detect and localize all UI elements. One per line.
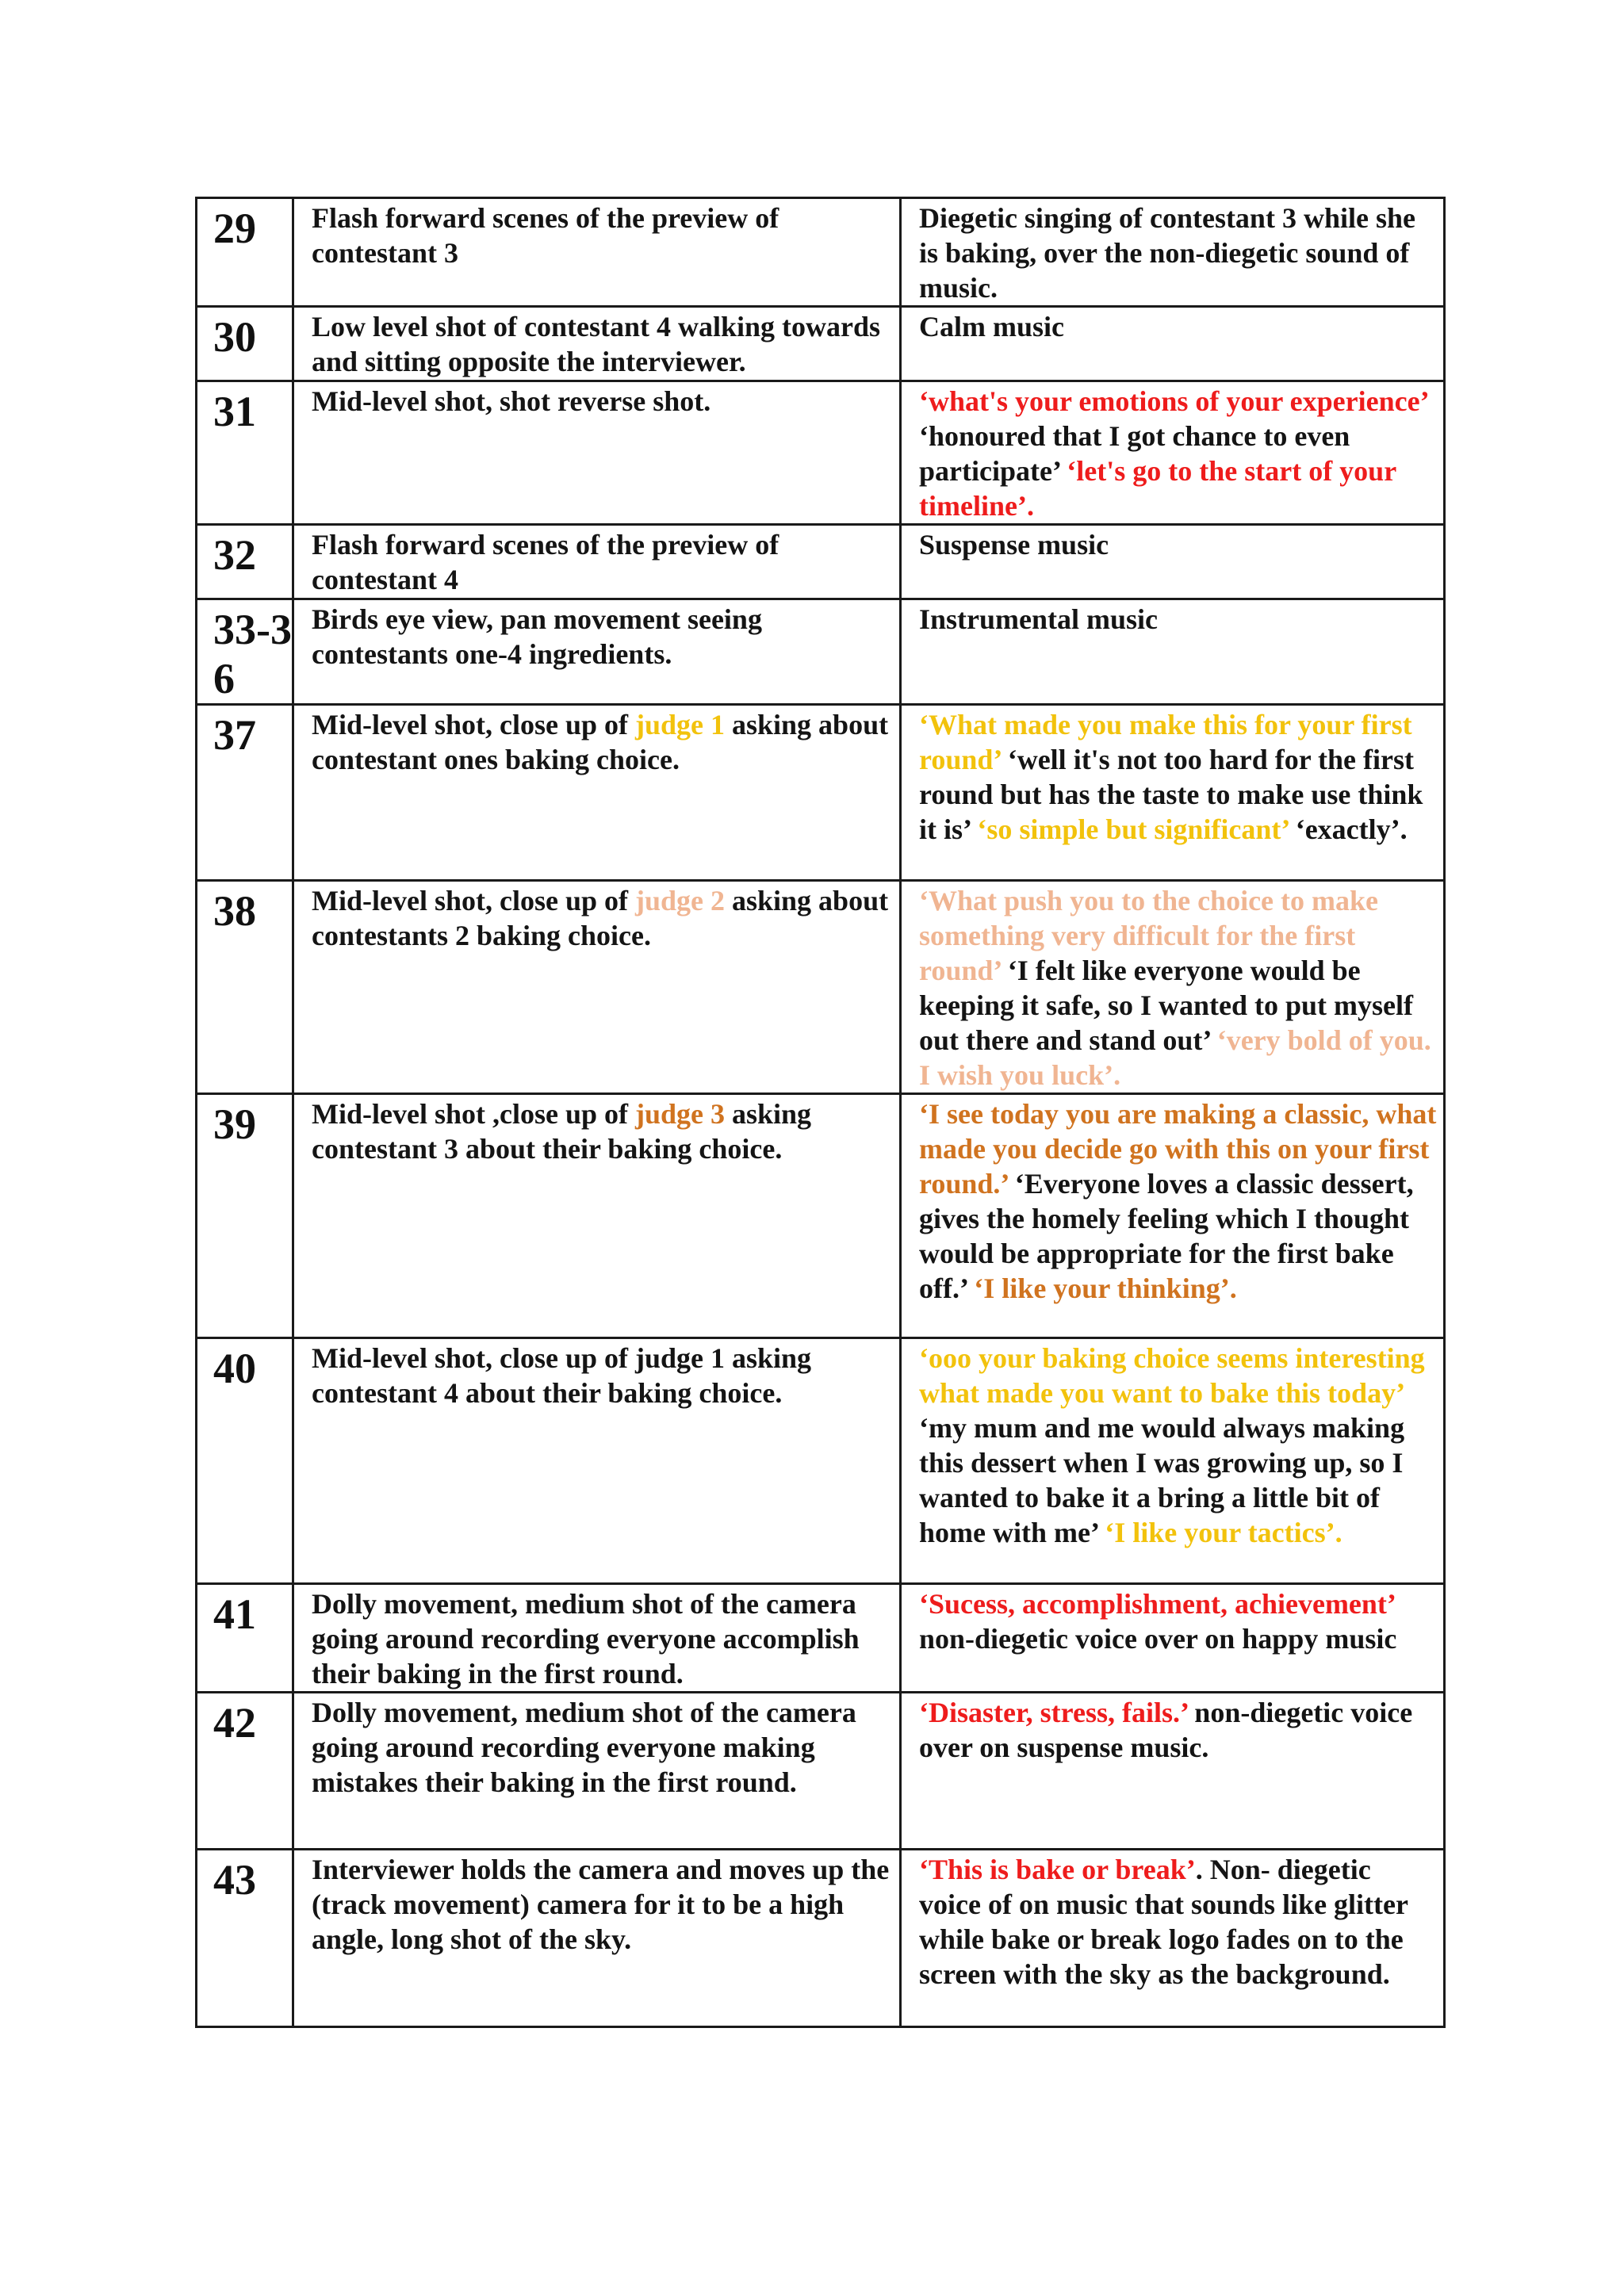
table-row	[197, 307, 1445, 381]
description-text-segment: judge 3	[634, 1098, 725, 1130]
shot-description	[293, 705, 901, 881]
sound-text-segment: ‘I like your thinking’.	[974, 1272, 1237, 1304]
table-row	[197, 198, 1445, 307]
description-text-segment: Mid-level shot, shot reverse shot.	[312, 385, 711, 417]
shot-description	[293, 198, 901, 307]
table-row	[197, 599, 1445, 705]
sound-dialogue	[901, 1584, 1445, 1693]
sound-text-segment: Instrumental music	[919, 603, 1159, 635]
sound-text-segment: ‘What made you make this for your first round’	[919, 709, 1412, 775]
description-text-segment: Mid-level shot, close up of	[312, 709, 635, 740]
shot-number: 32	[197, 525, 293, 599]
sound-text-segment: Calm music	[919, 311, 1064, 342]
table-row	[197, 1584, 1445, 1693]
sound-text-segment: ‘honoured that I got chance to even participate’	[919, 420, 1350, 487]
shot-description	[293, 525, 901, 599]
table-row	[197, 381, 1445, 525]
shot-description	[293, 307, 901, 381]
shot-number: 42	[197, 1693, 293, 1850]
table-row	[197, 525, 1445, 599]
sound-dialogue	[901, 705, 1445, 881]
shot-list-table	[195, 197, 1446, 2028]
shot-number: 39	[197, 1094, 293, 1338]
description-text-segment: asking about contestant ones baking choice.	[312, 709, 889, 775]
table-row	[197, 1094, 1445, 1338]
sound-dialogue	[901, 307, 1445, 381]
description-text-segment: Interviewer holds the camera and moves up the (track movement) camera for it to be a high angle, long shot of the sky.	[312, 1854, 890, 1955]
sound-text-segment: ‘I felt like everyone would be keeping it safe, so I wanted to put myself out there and stand out’	[919, 955, 1414, 1056]
sound-text-segment: ‘let's go to the start of your timeline’.	[919, 455, 1396, 522]
description-text-segment: judge 2	[634, 885, 725, 916]
sound-text-segment: . Non- diegetic voice of on music that sounds like glitter while bake or break logo fades on to the screen with the sky as the background.	[919, 1854, 1408, 1990]
shot-number: 30	[197, 307, 293, 381]
description-text-segment: Dolly movement, medium shot of the camera going around recording everyone making mistakes their baking in the first round.	[312, 1697, 856, 1798]
shot-number: 41	[197, 1584, 293, 1693]
sound-dialogue	[901, 525, 1445, 599]
sound-text-segment: Suspense music	[919, 529, 1109, 561]
sound-text-segment: ‘Everyone loves a classic dessert, gives the homely feeling which I thought would be appropriate for the first bake off.’	[919, 1168, 1414, 1304]
shot-number: 31	[197, 381, 293, 525]
table-row	[197, 881, 1445, 1094]
sound-text-segment: non-diegetic voice over on suspense music.	[919, 1697, 1413, 1763]
sound-dialogue	[901, 1693, 1445, 1850]
description-text-segment: judge 1	[634, 709, 725, 740]
sound-text-segment: ‘Disaster, stress, fails.’	[919, 1697, 1188, 1728]
sound-dialogue	[901, 381, 1445, 525]
table-body	[197, 198, 1445, 2027]
sound-text-segment: ‘I like your tactics’.	[1105, 1517, 1342, 1548]
sound-text-segment: ‘so simple but significant’	[977, 813, 1289, 845]
table-row	[197, 705, 1445, 881]
shot-number: 33-36	[197, 599, 293, 705]
description-text-segment: Low level shot of contestant 4 walking towards and sitting opposite the interviewer.	[312, 311, 880, 377]
shot-description	[293, 381, 901, 525]
sound-dialogue	[901, 1850, 1445, 2027]
shot-description	[293, 1584, 901, 1693]
description-text-segment: asking about contestants 2 baking choice.	[312, 885, 889, 951]
shot-number: 38	[197, 881, 293, 1094]
shot-description	[293, 881, 901, 1094]
sound-text-segment: ‘very bold of you. I wish you luck’.	[919, 1024, 1431, 1091]
shot-number: 37	[197, 705, 293, 881]
sound-text-segment: ‘What push you to the choice to make something very difficult for the first round’	[919, 885, 1379, 986]
sound-dialogue	[901, 599, 1445, 705]
shot-number: 40	[197, 1338, 293, 1584]
sound-text-segment: ‘ooo your baking choice seems interesting what made you want to bake this today’	[919, 1342, 1425, 1409]
description-text-segment: Flash forward scenes of the preview of contestant 4	[312, 529, 779, 595]
shot-description	[293, 1850, 901, 2027]
sound-text-segment: ‘This is bake or break’	[919, 1854, 1196, 1885]
sound-text-segment: Diegetic singing of contestant 3 while she is baking, over the non-diegetic sound of music.	[919, 202, 1415, 304]
sound-text-segment: ‘what's your emotions of your experience’	[919, 385, 1427, 417]
shot-description	[293, 599, 901, 705]
sound-text-segment: ‘well it's not too hard for the first round but has the taste to make use think it is’	[919, 744, 1423, 845]
sound-dialogue	[901, 1338, 1445, 1584]
description-text-segment: Mid-level shot, close up of judge 1 asking contestant 4 about their baking choice.	[312, 1342, 812, 1409]
table-row	[197, 1338, 1445, 1584]
sound-text-segment: non-diegetic voice over on happy music	[919, 1623, 1397, 1655]
description-text-segment: asking contestant 3 about their baking choice.	[312, 1098, 812, 1165]
sound-text-segment: ‘my mum and me would always making this dessert when I was growing up, so I wanted to bake it a bring a little bit of home with me’	[919, 1412, 1405, 1548]
sound-text-segment: ‘Sucess, accomplishment, achievement’	[919, 1588, 1395, 1620]
sound-dialogue	[901, 198, 1445, 307]
sound-dialogue	[901, 1094, 1445, 1338]
shot-description	[293, 1693, 901, 1850]
shot-description	[293, 1338, 901, 1584]
description-text-segment: Mid-level shot ,close up of	[312, 1098, 635, 1130]
description-text-segment: Dolly movement, medium shot of the camera going around recording everyone accomplish their baking in the first round.	[312, 1588, 860, 1689]
description-text-segment: Mid-level shot, close up of	[312, 885, 635, 916]
shot-description	[293, 1094, 901, 1338]
sound-dialogue	[901, 881, 1445, 1094]
sound-text-segment: ‘exactly’.	[1288, 813, 1408, 845]
shot-number: 29	[197, 198, 293, 307]
sound-text-segment: ‘I see today you are making a classic, what made you decide go with this on your first round.’	[919, 1098, 1437, 1200]
description-text-segment: Birds eye view, pan movement seeing contestants one-4 ingredients.	[312, 603, 762, 670]
table-row	[197, 1850, 1445, 2027]
shot-number: 43	[197, 1850, 293, 2027]
description-text-segment: Flash forward scenes of the preview of contestant 3	[312, 202, 779, 269]
table-row	[197, 1693, 1445, 1850]
